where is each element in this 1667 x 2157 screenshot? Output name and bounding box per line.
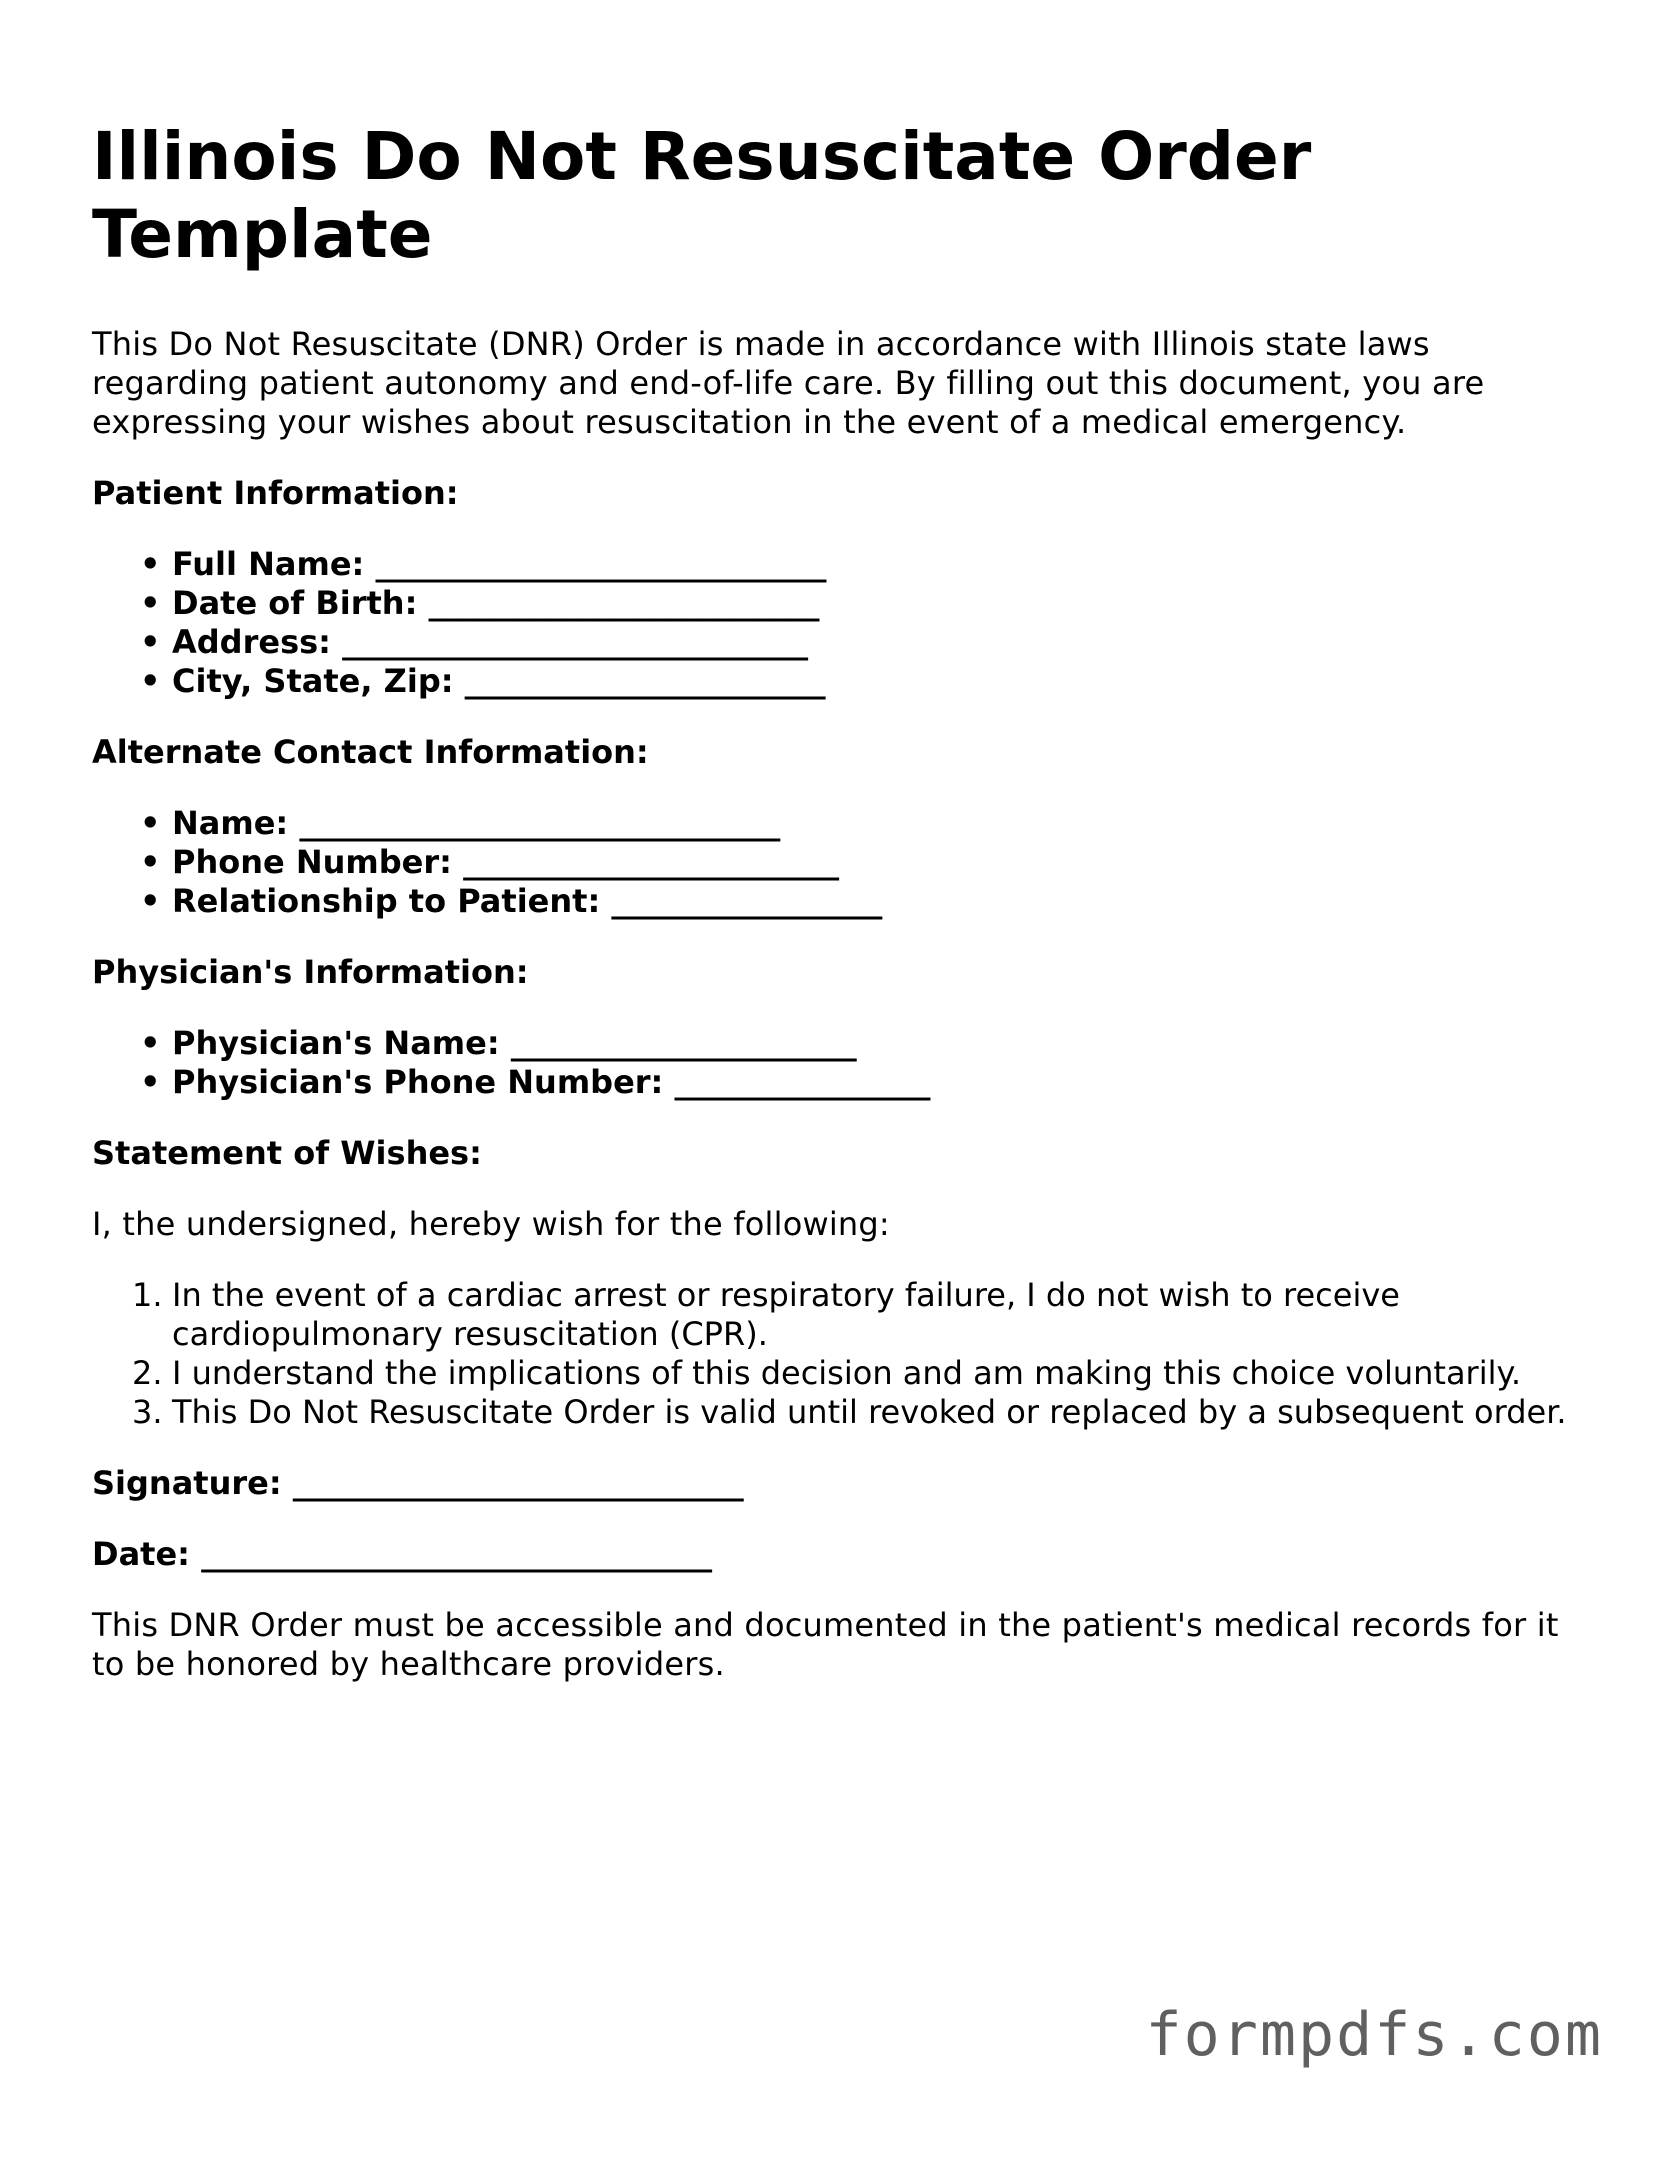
field-label: Relationship to Patient: [172,882,601,920]
field-label: Date of Birth: [172,584,418,622]
contact-name-field[interactable] [140,804,1592,843]
field-label: Address: [172,623,331,661]
bullet-icon: • [140,882,161,920]
field-label: City, State, Zip: [172,662,454,700]
physician-phone-field[interactable] [140,1063,1592,1102]
item-number: 2. [132,1354,163,1392]
physician-info-heading: Physician's Information: [92,953,529,991]
intro-paragraph: This Do Not Resuscitate (DNR) Order is made in accordance with Illinois state laws regarding patient autonomy and end-of-life care. By filling out this document, you are expressing your wishes about resuscitation in the event of a medical emergency. [92,325,1485,441]
date-blank-line[interactable]: __________________________________ [201,1535,712,1573]
bullet-icon: • [140,804,161,842]
wish-item [132,1393,1652,1432]
bullet-icon: • [140,1063,161,1101]
field-label: Physician's Name: [172,1024,500,1062]
wish-text: I understand the implications of this decision and am making this choice voluntarily. [172,1354,1522,1392]
blank-line[interactable]: _________________________ [463,843,839,881]
bullet-icon: • [140,1024,161,1062]
blank-line[interactable]: __________________________ [428,584,819,622]
closing-paragraph: This DNR Order must be accessible and documented in the patient's medical records for it to be honored by healthcare providers. [92,1606,1559,1683]
date-field[interactable] [92,1535,1592,1574]
signature-field[interactable] [92,1464,1592,1503]
contact-phone-field[interactable] [140,843,1592,882]
blank-line[interactable]: _________________ [674,1063,930,1101]
blank-line[interactable]: __________________ [611,882,882,920]
watermark-text: formpdfs.com [1145,2000,1603,2070]
field-label: Full Name: [172,545,365,583]
address-field[interactable] [140,623,1592,662]
field-label: Name: [172,804,289,842]
item-number: 3. [132,1393,163,1431]
document-page [92,118,1592,1684]
blank-line[interactable]: _______________________ [510,1024,856,1062]
field-label: Physician's Phone Number: [172,1063,664,1101]
wish-text: In the event of a cardiac arrest or respiratory failure, I do not wish to receive cardiopulmonary resuscitation (CPR). [172,1276,1400,1353]
signature-blank-line[interactable]: ______________________________ [292,1464,743,1502]
date-label: Date: [92,1535,190,1573]
physician-info-list [92,1024,1592,1102]
wish-text: This Do Not Resuscitate Order is valid until revoked or replaced by a subsequent order. [172,1393,1567,1431]
city-state-zip-field[interactable] [140,662,1592,701]
blank-line[interactable]: ______________________________ [375,545,826,583]
bullet-icon: • [140,623,161,661]
signature-label: Signature: [92,1464,282,1502]
blank-line[interactable]: ________________________ [464,662,825,700]
relationship-field[interactable] [140,882,1592,921]
bullet-icon: • [140,662,161,700]
statement-of-wishes-heading: Statement of Wishes: [92,1134,482,1172]
item-number: 1. [132,1276,163,1314]
field-label: Phone Number: [172,843,452,881]
alternate-contact-heading: Alternate Contact Information: [92,733,649,771]
full-name-field[interactable] [140,545,1592,584]
patient-info-list [92,545,1592,701]
blank-line[interactable]: ________________________________ [299,804,780,842]
wishes-list [92,1276,1652,1432]
bullet-icon: • [140,545,161,583]
patient-info-heading: Patient Information: [92,474,459,512]
bullet-icon: • [140,843,161,881]
bullet-icon: • [140,584,161,622]
wishes-lead: I, the undersigned, hereby wish for the following: [92,1205,890,1243]
wish-item [132,1354,1652,1393]
date-of-birth-field[interactable] [140,584,1592,623]
wish-item [132,1276,1652,1354]
document-title: Illinois Do Not Resuscitate Order Template [92,118,1312,273]
blank-line[interactable]: _______________________________ [342,623,808,661]
alternate-contact-list [92,804,1592,921]
physician-name-field[interactable] [140,1024,1592,1063]
